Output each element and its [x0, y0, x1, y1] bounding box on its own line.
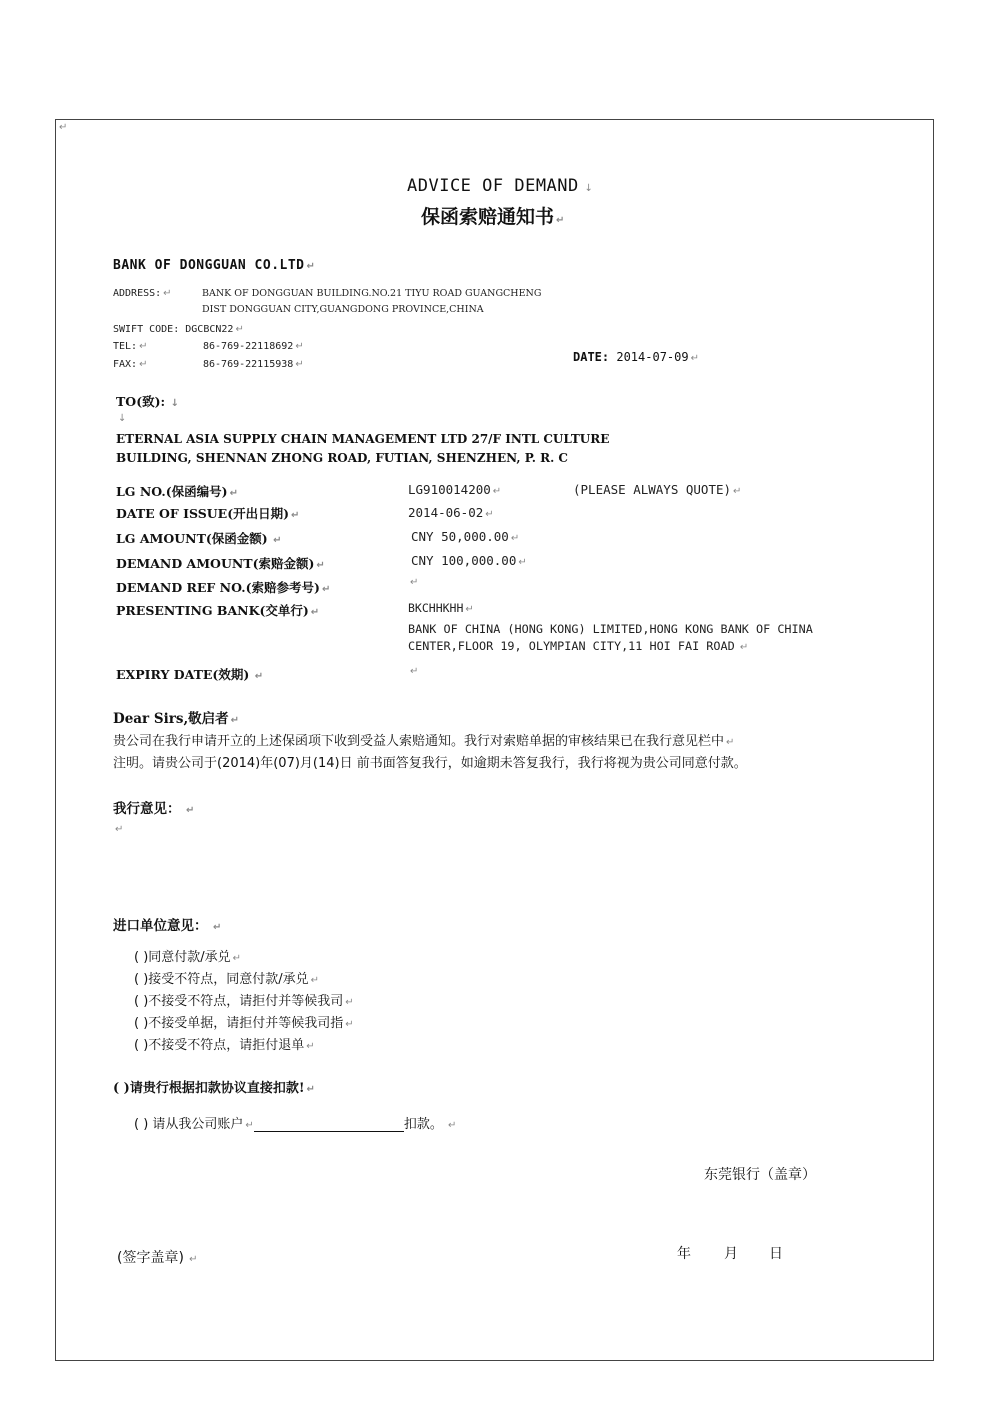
title-english: ADVICE OF DEMAND ↓: [407, 176, 594, 196]
option-reject-wait[interactable]: ( )不接受不符点，请拒付并等候我司 ↵: [134, 994, 354, 1009]
salutation: Dear Sirs,敬启者 ↵: [113, 711, 240, 727]
swift-row: SWIFT CODE: DGCBCN22 ↵: [113, 324, 244, 335]
date-year: 年: [677, 1246, 691, 1262]
address-label: ADDRESS: ↵: [113, 288, 172, 299]
title-chinese: 保函索赔通知书 ↵: [421, 206, 565, 228]
option-agree-payment[interactable]: ( )同意付款/承兑 ↵: [134, 950, 242, 965]
issue-label: DATE OF ISSUE(开出日期) ↵: [116, 506, 300, 521]
presenting-address: BANK OF CHINA (HONG KONG) LIMITED,HONG KONG BANK OF CHINA CENTER,FLOOR 19, OLYMPIAN CITY,11 HOI FAI ROAD ↵: [408, 622, 813, 653]
bank-name: BANK OF DONGGUAN CO.LTD ↵: [113, 258, 316, 273]
to-label: TO(致): ↓: [116, 394, 180, 409]
account-number-field[interactable]: [254, 1117, 404, 1132]
letter-paragraph: 贵公司在我行申请开立的上述保函项下收到受益人索赔通知。我行对索赔单据的审核结果已在我行意见栏中 ↵ 注明。请贵公司于(2014)年(07)月(14)日 前书面答复我行，如逾期未答复我行，我行将视为贵公司同意付款。: [113, 734, 747, 771]
tel-value: 86-769-22118692 ↵: [203, 341, 304, 352]
date-month: 月: [724, 1246, 738, 1262]
signature-label: (签字盖章) ↵: [117, 1250, 198, 1266]
ref-value-empty: ↵: [410, 577, 419, 588]
presenting-code: BKCHHKHH ↵: [408, 601, 474, 615]
fax-value: 86-769-22115938 ↵: [203, 359, 304, 370]
bank-opinion-empty: ↵: [115, 824, 124, 835]
demand-value: CNY 100,000.00 ↵: [411, 553, 527, 568]
line-break-mark: ↓: [118, 413, 127, 424]
direct-deduction-option[interactable]: ( )请贵行根据扣款协议直接扣款! ↵: [113, 1081, 315, 1096]
expiry-value-empty: ↵: [410, 666, 419, 677]
demand-label: DEMAND AMOUNT(索赔金额) ↵: [116, 556, 325, 571]
date-day: 日: [769, 1246, 783, 1262]
tel-label: TEL: ↵: [113, 341, 148, 352]
presenting-label: PRESENTING BANK(交单行) ↵: [116, 603, 320, 618]
option-reject-return[interactable]: ( )不接受不符点，请拒付退单 ↵: [134, 1038, 315, 1053]
issue-date: DATE: 2014-07-09 ↵: [573, 350, 699, 364]
amount-label: LG AMOUNT(保函金额) ↵: [116, 531, 282, 546]
bank-stamp: 东莞银行（盖章）: [704, 1167, 816, 1183]
option-accept-discrepancy[interactable]: ( )接受不符点，同意付款/承兑 ↵: [134, 972, 320, 987]
expiry-label: EXPIRY DATE(效期) ↵: [116, 667, 264, 682]
account-deduction-option: ( ) 请从我公司账户 ↵ 扣款。 ↵: [134, 1117, 457, 1132]
lg-no-label: LG NO.(保函编号) ↵: [116, 484, 238, 499]
bank-opinion-label: 我行意见： ↵: [113, 801, 195, 817]
amount-value: CNY 50,000.00 ↵: [411, 529, 520, 544]
fax-label: FAX: ↵: [113, 359, 148, 370]
lg-no-value: LG910014200 ↵: [408, 482, 502, 497]
recipient-address: ETERNAL ASIA SUPPLY CHAIN MANAGEMENT LTD 27/F INTL CULTURE BUILDING, SHENNAN ZHONG ROAD, FUTIAN, SHENZHEN, P. R. C: [116, 432, 610, 465]
lg-no-note: (PLEASE ALWAYS QUOTE) ↵: [573, 482, 742, 497]
issue-value: 2014-06-02 ↵: [408, 505, 494, 520]
paragraph-mark: ↵: [59, 122, 68, 133]
address-value: BANK OF DONGGUAN BUILDING.NO.21 TIYU ROAD GUANGCHENG DIST DONGGUAN CITY,GUANGDONG PROVINCE,CHINA: [202, 288, 542, 315]
option-reject-documents[interactable]: ( )不接受单据，请拒付并等候我司指 ↵: [134, 1016, 354, 1031]
ref-label: DEMAND REF NO.(索赔参考号) ↵: [116, 580, 331, 595]
importer-opinion-label: 进口单位意见： ↵: [113, 918, 222, 934]
